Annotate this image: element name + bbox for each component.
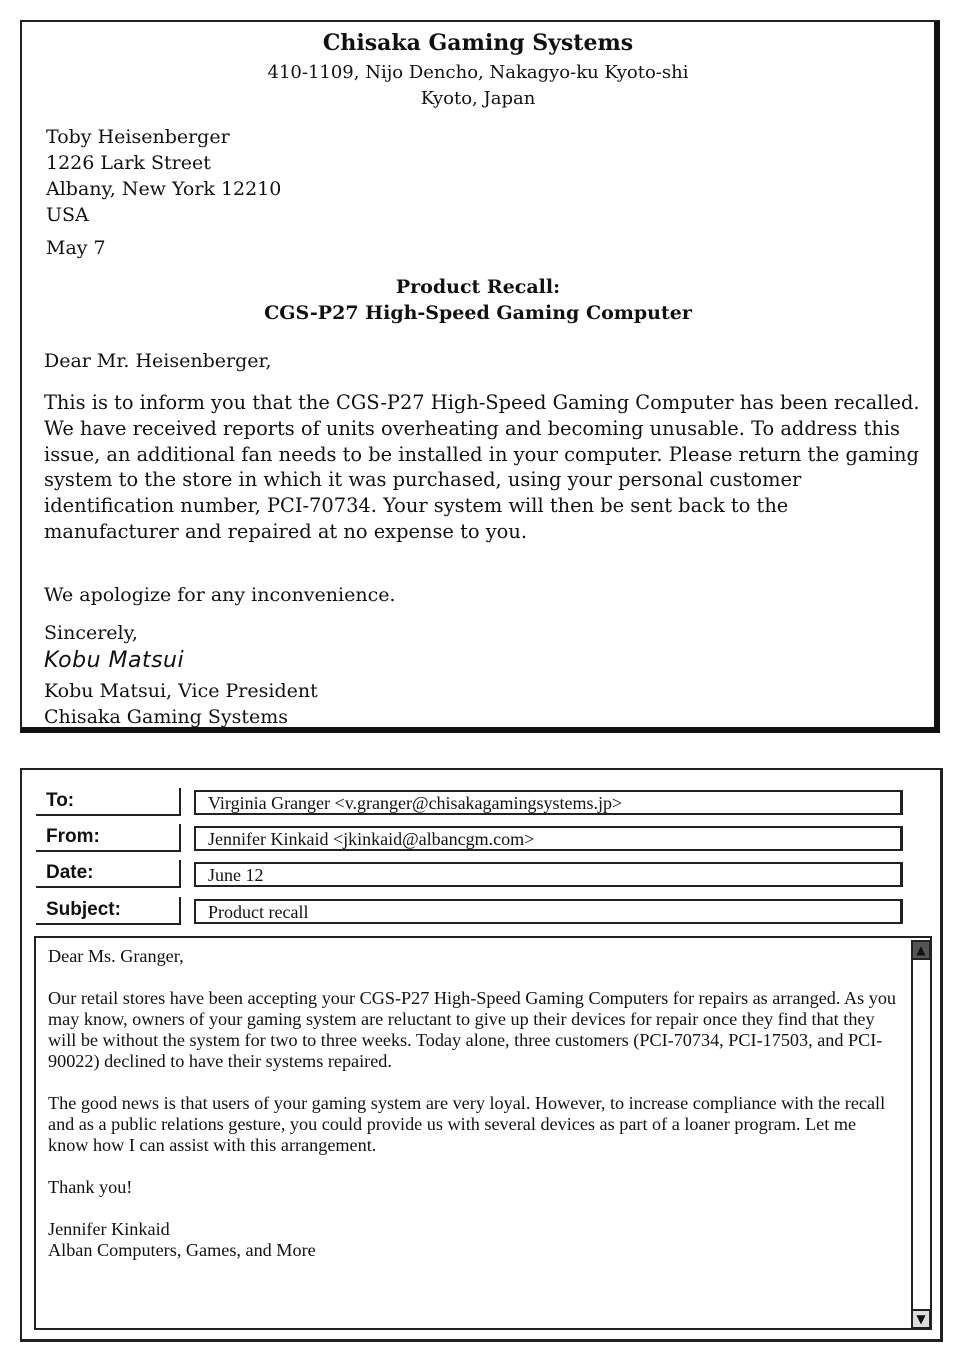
email-sender-block [48, 1219, 898, 1261]
email-to-row [36, 788, 906, 816]
signer-title: Kobu Matsui, Vice President [44, 680, 318, 702]
email-thanks: Thank you! [48, 1177, 133, 1197]
handwritten-signature: Kobu Matsui [44, 648, 185, 673]
email-from-row [36, 824, 906, 852]
recipient-address [46, 124, 281, 228]
letterhead-address-line1: 410-1109, Nijo Dencho, Nakagyo-ku Kyoto-shi [267, 62, 689, 83]
recipient-country: USA [46, 204, 89, 226]
date-field[interactable]: June 12 [194, 862, 903, 887]
scrollbar-track[interactable] [911, 960, 931, 1309]
email-sender-company: Alban Computers, Games, and More [48, 1240, 316, 1260]
message-body-area[interactable] [34, 936, 932, 1330]
signer-company: Chisaka Gaming Systems [44, 706, 288, 728]
signer-block [44, 678, 318, 730]
email-sender-name: Jennifer Kinkaid [48, 1219, 170, 1239]
letter-date: May 7 [46, 237, 106, 259]
letter-closing: Sincerely, [44, 622, 138, 644]
email-paragraph-2: The good news is that users of your gaming system are very loyal. However, to increase compliance with the recall and as a public relations gesture, you could provide us with several devices as part of a loaner program. Let me know how I can assist with this arrangement. [48, 1093, 886, 1155]
subject-field[interactable]: Product recall [194, 899, 903, 924]
email-paragraph-1: Our retail stores have been accepting your CGS-P27 High-Speed Gaming Computers for repairs as arranged. As you may know, owners of your gaming system are reluctant to give up their devices for repair once they find that they will be without the system for two to three weeks. Today alone, three customers (PCI-70734, PCI-17503, and PCI-90022) declined to have their systems repaired. [48, 988, 897, 1071]
message-text [48, 946, 898, 1261]
from-field[interactable]: Jennifer Kinkaid <jkinkaid@albancgm.com> [194, 826, 903, 851]
letter-apology: We apologize for any inconvenience. [44, 584, 396, 606]
email-date-row [36, 860, 906, 888]
date-label: Date: [36, 860, 181, 888]
recipient-city: Albany, New York 12210 [46, 178, 282, 200]
recipient-name: Toby Heisenberger [46, 126, 230, 148]
scroll-up-arrow-icon[interactable]: ▲ [911, 940, 931, 960]
recipient-street: 1226 Lark Street [46, 152, 211, 174]
email-window [20, 768, 943, 1342]
letter-body: This is to inform you that the CGS-P27 High-Speed Gaming Computer has been recalled. We have received reports of units overheating and becoming unusable. To address this issue, an additional fan needs to be installed in your computer. Please return the gaming system to the store in which it was purchased, using your personal customer identification number, PCI-70734. Your system will then be sent back to the manufacturer and repaired at no expense to you. [44, 391, 920, 543]
letter-salutation: Dear Mr. Heisenberger, [44, 350, 272, 372]
recall-letter [20, 20, 940, 733]
from-label: From: [36, 824, 181, 852]
scroll-down-arrow-icon[interactable]: ▼ [911, 1309, 931, 1329]
to-label: To: [36, 788, 181, 816]
letter-subject [22, 274, 934, 326]
email-subject-row [36, 897, 906, 925]
letter-subject-line2: CGS-P27 High-Speed Gaming Computer [264, 302, 692, 324]
letter-subject-line1: Product Recall: [395, 276, 561, 298]
letterhead-address-line2: Kyoto, Japan [420, 88, 536, 109]
to-field[interactable]: Virginia Granger <v.granger@chisakagamingsystems.jp> [194, 790, 903, 815]
subject-label: Subject: [36, 897, 181, 925]
email-salutation: Dear Ms. Granger, [48, 946, 184, 966]
letterhead-company: Chisaka Gaming Systems [322, 30, 634, 56]
